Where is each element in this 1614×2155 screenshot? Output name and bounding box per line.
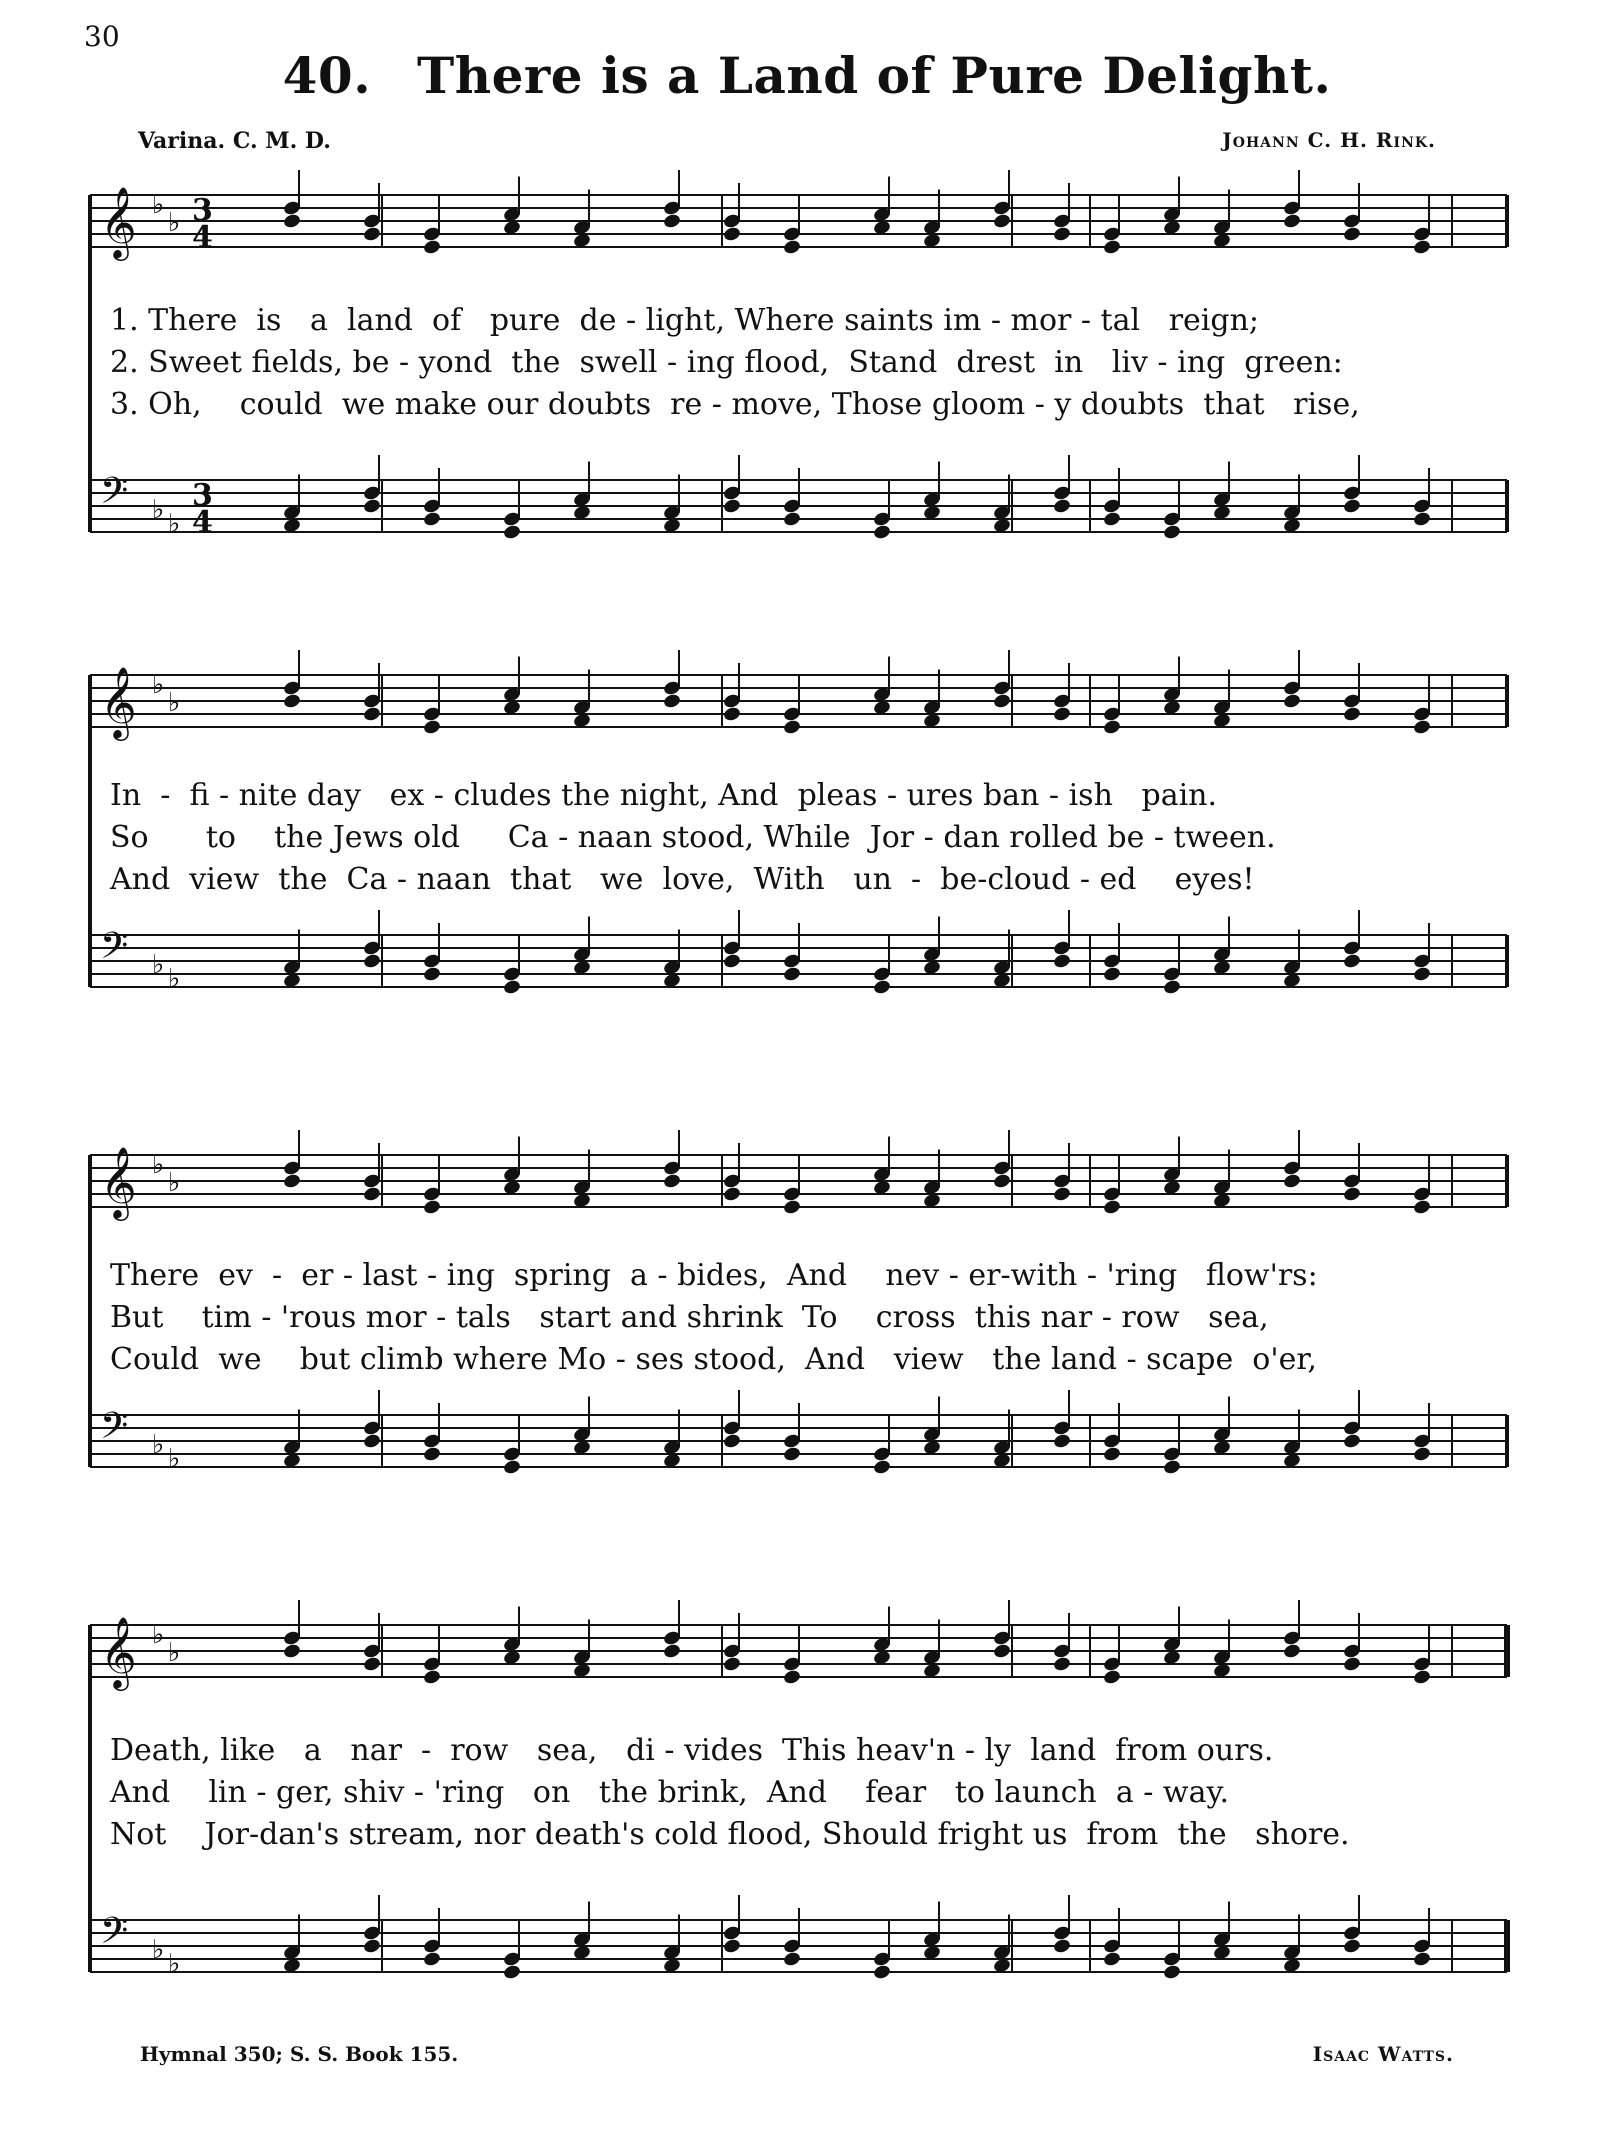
note-head bbox=[1412, 719, 1431, 736]
lyric-line: There ev - er - last - ing spring a - bides, And nev - er-with - 'ring flow'rs: bbox=[110, 1258, 1318, 1293]
note-head bbox=[1412, 511, 1431, 528]
flat-sign-icon: ♭ bbox=[168, 1949, 181, 1979]
note-head bbox=[362, 226, 381, 243]
note-head bbox=[1412, 1951, 1431, 1968]
lyric-line: 1. There is a land of pure de - light, Where saints im - mor - tal reign; bbox=[110, 303, 1260, 338]
treble-clef-icon: 𝄞 bbox=[100, 1615, 137, 1688]
flat-sign-icon: ♭ bbox=[152, 1935, 165, 1965]
note-head bbox=[1102, 239, 1121, 256]
note-head bbox=[992, 1173, 1011, 1190]
note-head bbox=[422, 966, 441, 983]
treble-clef-icon: 𝄞 bbox=[100, 1145, 137, 1218]
note-head bbox=[1342, 953, 1361, 970]
page-number: 30 bbox=[84, 20, 120, 53]
note-head bbox=[1282, 1173, 1301, 1190]
lyric-line: And lin - ger, shiv - 'ring on the brink, And fear to launch a - way. bbox=[110, 1775, 1229, 1810]
note-head bbox=[992, 213, 1011, 230]
flat-sign-icon: ♭ bbox=[152, 1430, 165, 1460]
note-head bbox=[1412, 966, 1431, 983]
note-head bbox=[1412, 1669, 1431, 1686]
note-head bbox=[1342, 226, 1361, 243]
note-head bbox=[1102, 1446, 1121, 1463]
note-head bbox=[422, 1199, 441, 1216]
note-head bbox=[1052, 1938, 1071, 1955]
footer-hymnal-reference: Hymnal 350; S. S. Book 155. bbox=[140, 2042, 459, 2066]
note-head bbox=[872, 979, 891, 996]
note-head bbox=[1052, 1656, 1071, 1673]
note-head bbox=[282, 213, 301, 230]
lyrics-block-4 bbox=[110, 1730, 1500, 1856]
note-head bbox=[782, 966, 801, 983]
bass-clef-icon: 𝄢 bbox=[100, 1405, 129, 1456]
note-head bbox=[362, 706, 381, 723]
flat-sign-icon: ♭ bbox=[152, 190, 165, 220]
note-head bbox=[1282, 1643, 1301, 1660]
treble-clef-icon: 𝄞 bbox=[100, 665, 137, 738]
note-head bbox=[1162, 1459, 1181, 1476]
lyric-line: In - fi - nite day ex - cludes the night, And pleas - ures ban - ish pain. bbox=[110, 778, 1218, 813]
note-head bbox=[782, 239, 801, 256]
flat-sign-icon: ♭ bbox=[168, 1638, 181, 1668]
note-head bbox=[1342, 498, 1361, 515]
note-head bbox=[362, 1656, 381, 1673]
footer-author: Isaac Watts. bbox=[1312, 2042, 1454, 2066]
note-head bbox=[782, 1951, 801, 1968]
note-head bbox=[422, 511, 441, 528]
bass-clef-icon: 𝄢 bbox=[100, 1910, 129, 1961]
note-head bbox=[992, 1643, 1011, 1660]
note-head bbox=[1052, 1186, 1071, 1203]
flat-sign-icon: ♭ bbox=[168, 509, 181, 539]
note-head bbox=[1282, 693, 1301, 710]
hymn-number: 40. bbox=[282, 46, 372, 105]
note-head bbox=[422, 1951, 441, 1968]
note-head bbox=[1282, 213, 1301, 230]
lyrics-block-1 bbox=[110, 300, 1500, 426]
note-head bbox=[992, 693, 1011, 710]
note-head bbox=[1412, 239, 1431, 256]
note-head bbox=[282, 693, 301, 710]
note-head bbox=[1102, 1669, 1121, 1686]
note-head bbox=[782, 1199, 801, 1216]
note-head bbox=[1162, 524, 1181, 541]
note-head bbox=[362, 498, 381, 515]
note-head bbox=[1052, 953, 1071, 970]
lyric-line: But tim - 'rous mor - tals start and shrink To cross this nar - row sea, bbox=[110, 1300, 1269, 1335]
treble-clef-icon: 𝄞 bbox=[100, 185, 137, 258]
note-head bbox=[1162, 1964, 1181, 1981]
note-head bbox=[422, 1446, 441, 1463]
note-head bbox=[502, 1459, 521, 1476]
note-head bbox=[722, 1656, 741, 1673]
flat-sign-icon: ♭ bbox=[152, 670, 165, 700]
flat-sign-icon: ♭ bbox=[168, 208, 181, 238]
bass-clef-icon: 𝄢 bbox=[100, 925, 129, 976]
note-head bbox=[502, 524, 521, 541]
note-head bbox=[722, 498, 741, 515]
note-head bbox=[1412, 1446, 1431, 1463]
note-head bbox=[782, 719, 801, 736]
note-head bbox=[782, 1669, 801, 1686]
time-signature-bottom: 4 bbox=[192, 220, 213, 255]
time-signature-top: 3 bbox=[192, 193, 213, 228]
note-head bbox=[722, 706, 741, 723]
lyric-line: Not Jor-dan's stream, nor death's cold flood, Should fright us from the shore. bbox=[110, 1817, 1350, 1852]
note-head bbox=[362, 1186, 381, 1203]
note-head bbox=[1102, 1199, 1121, 1216]
note-head bbox=[662, 1643, 681, 1660]
time-signature-top: 3 bbox=[192, 478, 213, 513]
flat-sign-icon: ♭ bbox=[168, 1444, 181, 1474]
note-head bbox=[1052, 498, 1071, 515]
note-head bbox=[662, 693, 681, 710]
note-head bbox=[1162, 979, 1181, 996]
note-head bbox=[1342, 706, 1361, 723]
note-head bbox=[1052, 1433, 1071, 1450]
note-head bbox=[1412, 1199, 1431, 1216]
hymn-title bbox=[0, 46, 1614, 105]
flat-sign-icon: ♭ bbox=[152, 495, 165, 525]
note-head bbox=[722, 1938, 741, 1955]
note-head bbox=[282, 1173, 301, 1190]
note-head bbox=[422, 719, 441, 736]
note-head bbox=[362, 1433, 381, 1450]
flat-sign-icon: ♭ bbox=[168, 964, 181, 994]
note-head bbox=[722, 953, 741, 970]
note-head bbox=[1342, 1186, 1361, 1203]
lyric-line: Could we but climb where Mo - ses stood, And view the land - scape o'er, bbox=[110, 1342, 1317, 1377]
note-head bbox=[1102, 511, 1121, 528]
note-head bbox=[872, 1459, 891, 1476]
note-head bbox=[782, 1446, 801, 1463]
note-head bbox=[782, 511, 801, 528]
lyric-line: Death, like a nar - row sea, di - vides This heav'n - ly land from ours. bbox=[110, 1733, 1274, 1768]
flat-sign-icon: ♭ bbox=[152, 950, 165, 980]
note-head bbox=[362, 1938, 381, 1955]
time-signature-bottom: 4 bbox=[192, 505, 213, 540]
note-head bbox=[1342, 1433, 1361, 1450]
note-head bbox=[722, 1433, 741, 1450]
note-head bbox=[422, 1669, 441, 1686]
note-head bbox=[1102, 1951, 1121, 1968]
note-head bbox=[1052, 706, 1071, 723]
note-head bbox=[1102, 719, 1121, 736]
flat-sign-icon: ♭ bbox=[168, 1168, 181, 1198]
lyrics-block-3 bbox=[110, 1255, 1500, 1381]
note-head bbox=[502, 979, 521, 996]
lyric-line: So to the Jews old Ca - naan stood, While Jor - dan rolled be - tween. bbox=[110, 820, 1276, 855]
note-head bbox=[662, 1173, 681, 1190]
bass-clef-icon: 𝄢 bbox=[100, 470, 129, 521]
note-head bbox=[722, 226, 741, 243]
note-head bbox=[1052, 226, 1071, 243]
composer: Johann C. H. Rink. bbox=[1222, 128, 1436, 152]
note-head bbox=[282, 1643, 301, 1660]
lyric-line: 2. Sweet fields, be - yond the swell - ing flood, Stand drest in liv - ing green: bbox=[110, 345, 1343, 380]
hymn-title-text: There is a Land of Pure Delight. bbox=[417, 46, 1332, 105]
note-head bbox=[362, 953, 381, 970]
note-head bbox=[1342, 1656, 1361, 1673]
note-head bbox=[662, 213, 681, 230]
tune-meta: Varina. C. M. D. bbox=[138, 128, 331, 154]
note-head bbox=[1342, 1938, 1361, 1955]
lyrics-block-2 bbox=[110, 775, 1500, 901]
lyric-line: And view the Ca - naan that we love, With un - be-cloud - ed eyes! bbox=[110, 862, 1255, 897]
flat-sign-icon: ♭ bbox=[152, 1150, 165, 1180]
lyric-line: 3. Oh, could we make our doubts re - move, Those gloom - y doubts that rise, bbox=[110, 387, 1360, 422]
note-head bbox=[872, 524, 891, 541]
note-head bbox=[502, 1964, 521, 1981]
note-head bbox=[722, 1186, 741, 1203]
flat-sign-icon: ♭ bbox=[168, 688, 181, 718]
flat-sign-icon: ♭ bbox=[152, 1620, 165, 1650]
note-head bbox=[1102, 966, 1121, 983]
note-head bbox=[422, 239, 441, 256]
note-head bbox=[872, 1964, 891, 1981]
